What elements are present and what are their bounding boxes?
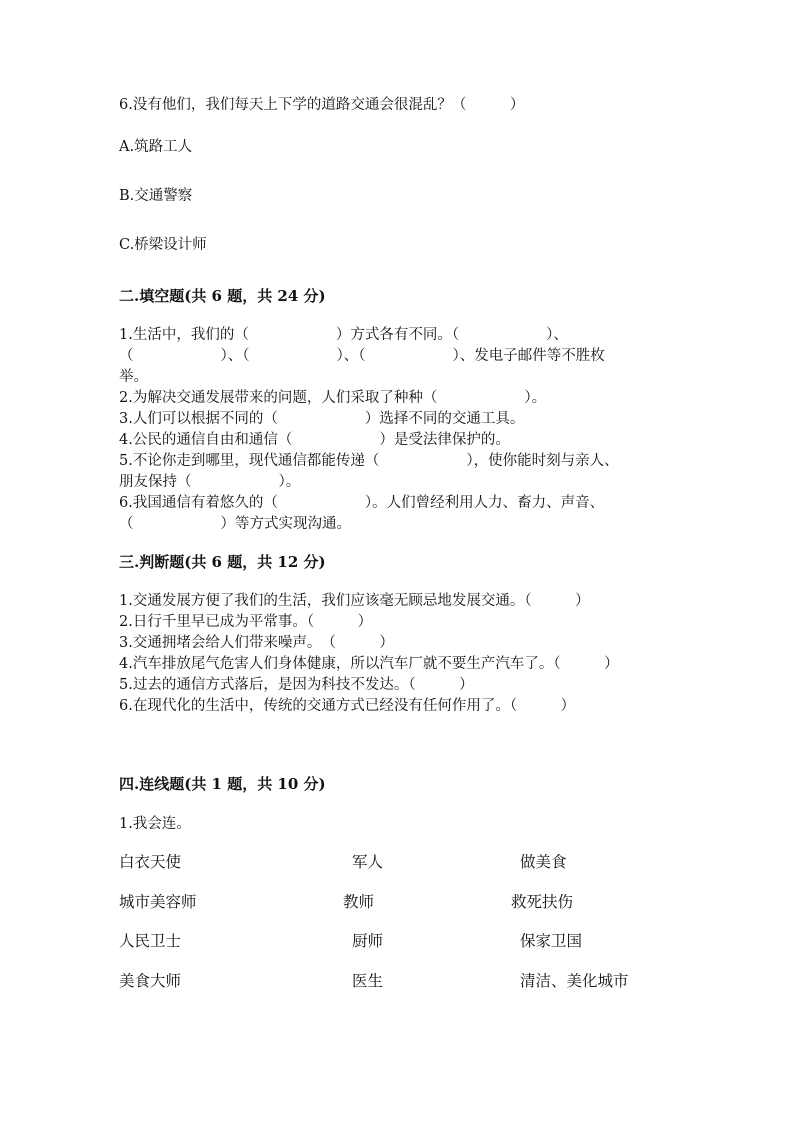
judge-line-3: 3.交通拥堵会给人们带来噪声。 （ ）	[119, 635, 394, 651]
fill-line-4: 2.为解决交通发展带来的问题，人们采取了种种（ ）。	[119, 390, 547, 406]
match-right-item: 保家卫国	[520, 932, 583, 950]
match-right-item: 做美食	[520, 853, 567, 871]
judge-line-2: 2.日行千里早已成为平常事。（ ）	[119, 614, 373, 630]
judge-line-6: 6.在现代化的生活中，传统的交通方式已经没有任何作用了。（ ）	[119, 698, 576, 714]
fill-line-7: 5.不论你走到哪里，现代通信都能传递（ ），使你能时刻与亲人、	[119, 453, 619, 469]
fill-line-2: （ ）、（ ）、（ ）、发电子邮件等不胜枚	[119, 348, 605, 364]
judge-line-5: 5.过去的通信方式落后，是因为科技不发达。（ ）	[119, 677, 474, 693]
section-heading-fill: 二.填空题(共 6 题，共 24 分)	[119, 287, 326, 305]
match-left-item: 白衣天使	[119, 853, 182, 871]
match-right-item: 清洁、美化城市	[520, 972, 629, 990]
fill-line-1: 1.生活中，我们的（ ）方式各有不同。（ ）、	[119, 327, 568, 343]
section-heading-match: 四.连线题(共 1 题，共 10 分)	[119, 775, 326, 793]
match-middle-item: 军人	[352, 853, 384, 871]
section-heading-judge: 三.判断题(共 6 题，共 12 分)	[119, 553, 326, 571]
fill-line-3: 举。	[119, 369, 148, 385]
fill-line-10: （ ）等方式实现沟通。	[119, 516, 351, 532]
judge-line-4: 4.汽车排放尾气危害人们身体健康，所以汽车厂就不要生产汽车了。（ ）	[119, 656, 619, 672]
match-left-item: 人民卫士	[119, 932, 182, 950]
option-b: B.交通警察	[119, 188, 193, 204]
fill-line-6: 4.公民的通信自由和通信（ ）是受法律保护的。	[119, 432, 510, 448]
match-stem: 1.我会连。	[119, 816, 191, 832]
judge-line-1: 1.交通发展方便了我们的生活，我们应该毫无顾忌地发展交通。（ ）	[119, 593, 590, 609]
fill-line-5: 3.人们可以根据不同的（ ）选择不同的交通工具。	[119, 411, 525, 427]
match-middle-item: 厨师	[352, 932, 384, 950]
match-middle-item: 医生	[352, 972, 384, 990]
match-left-item: 美食大师	[119, 972, 182, 990]
question-6-stem: 6.没有他们，我们每天上下学的道路交通会很混乱？（ ）	[119, 97, 525, 113]
match-right-item: 救死扶伤	[511, 893, 574, 911]
fill-line-8: 朋友保持（ ）。	[119, 474, 301, 490]
match-left-item: 城市美容师	[119, 893, 197, 911]
fill-line-9: 6.我国通信有着悠久的（ ）。人们曾经利用人力、畜力、声音、	[119, 495, 605, 511]
option-c: C.桥梁设计师	[119, 237, 207, 253]
match-middle-item: 教师	[343, 893, 375, 911]
option-a: A.筑路工人	[119, 139, 193, 155]
